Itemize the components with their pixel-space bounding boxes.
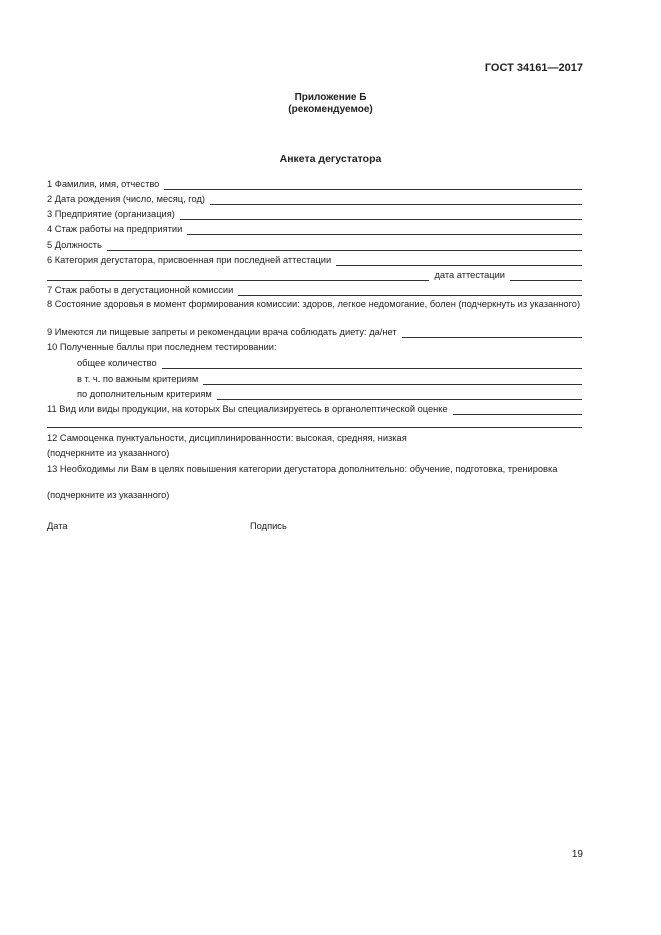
- item-7: [47, 283, 582, 296]
- item-3-label: 3 Предприятие (организация): [47, 209, 175, 219]
- item-10-total-label: общее количество: [77, 358, 157, 368]
- attestation-date-label: дата аттестации: [434, 270, 505, 280]
- item-2-label: 2 Дата рождения (число, месяц, год): [47, 194, 205, 204]
- signature-label: Подпись: [250, 521, 287, 531]
- item-1-field[interactable]: [164, 179, 582, 190]
- standard-number: ГОСТ 34161—2017: [484, 62, 583, 74]
- item-10-additional-label: по дополнительным критериям: [77, 389, 212, 399]
- attestation-date-field[interactable]: [510, 270, 582, 281]
- item-9: [47, 325, 582, 338]
- item-6-label: 6 Категория дегустатора, присвоенная при последней аттестации: [47, 255, 332, 265]
- appendix-title: Приложение Б: [294, 92, 367, 103]
- item-13-note: (подчеркните из указанного): [47, 490, 170, 500]
- appendix-subtitle: (рекомендуемое): [288, 104, 373, 115]
- item-4-label: 4 Стаж работы на предприятии: [47, 224, 183, 234]
- item-10-important-field[interactable]: [203, 374, 582, 385]
- item-11-label: 11 Вид или виды продукции, на которых Вы специализируетесь в органолептической оценке: [47, 404, 448, 414]
- item-10-total: [77, 356, 582, 369]
- item-2: [47, 192, 582, 205]
- item-6-field-cont[interactable]: [47, 270, 429, 281]
- item-10-additional: [77, 387, 582, 400]
- item-11-field-cont[interactable]: [47, 427, 582, 428]
- item-12: 12 Самооценка пунктуальности, дисциплинированности: высокая, средняя, низкая: [47, 433, 407, 443]
- item-10-important-label: в т. ч. по важным критериям: [77, 374, 199, 384]
- item-9-label: 9 Имеются ли пищевые запреты и рекомендации врача соблюдать диету: да/нет: [47, 327, 397, 337]
- item-7-field[interactable]: [238, 285, 582, 296]
- item-11-field[interactable]: [453, 404, 582, 415]
- item-6: [47, 253, 582, 266]
- item-1: [47, 177, 582, 190]
- item-1-label: 1 Фамилия, имя, отчество: [47, 179, 160, 189]
- item-10-total-field[interactable]: [162, 358, 582, 369]
- item-13: 13 Необходимы ли Вам в целях повышения категории дегустатора дополнительно: обучение, подготовка, тренировка: [47, 464, 558, 474]
- item-4: [47, 222, 582, 235]
- item-5-field[interactable]: [107, 240, 582, 251]
- item-2-field[interactable]: [210, 194, 582, 205]
- item-4-field[interactable]: [187, 224, 582, 235]
- item-6-field[interactable]: [336, 255, 582, 266]
- item-8: 8 Состояние здоровья в момент формирования комиссии: здоров, легкое недомогание, болен (подчеркнуть из указанного): [47, 299, 581, 309]
- item-10: 10 Полученные баллы при последнем тестировании:: [47, 342, 277, 352]
- page-number: 19: [571, 849, 583, 860]
- item-11: [47, 402, 582, 415]
- item-10-additional-field[interactable]: [217, 389, 582, 400]
- item-12-note: (подчеркните из указанного): [47, 448, 170, 458]
- item-5-label: 5 Должность: [47, 240, 102, 250]
- item-3: [47, 207, 582, 220]
- item-3-field[interactable]: [180, 209, 582, 220]
- form-title: Анкета дегустатора: [279, 153, 382, 165]
- item-7-label: 7 Стаж работы в дегустационной комиссии: [47, 285, 234, 295]
- item-10-important: [77, 372, 582, 385]
- item-9-field[interactable]: [402, 327, 582, 338]
- date-label: Дата: [47, 521, 68, 531]
- item-5: [47, 238, 582, 251]
- item-6-date-row: [47, 268, 582, 281]
